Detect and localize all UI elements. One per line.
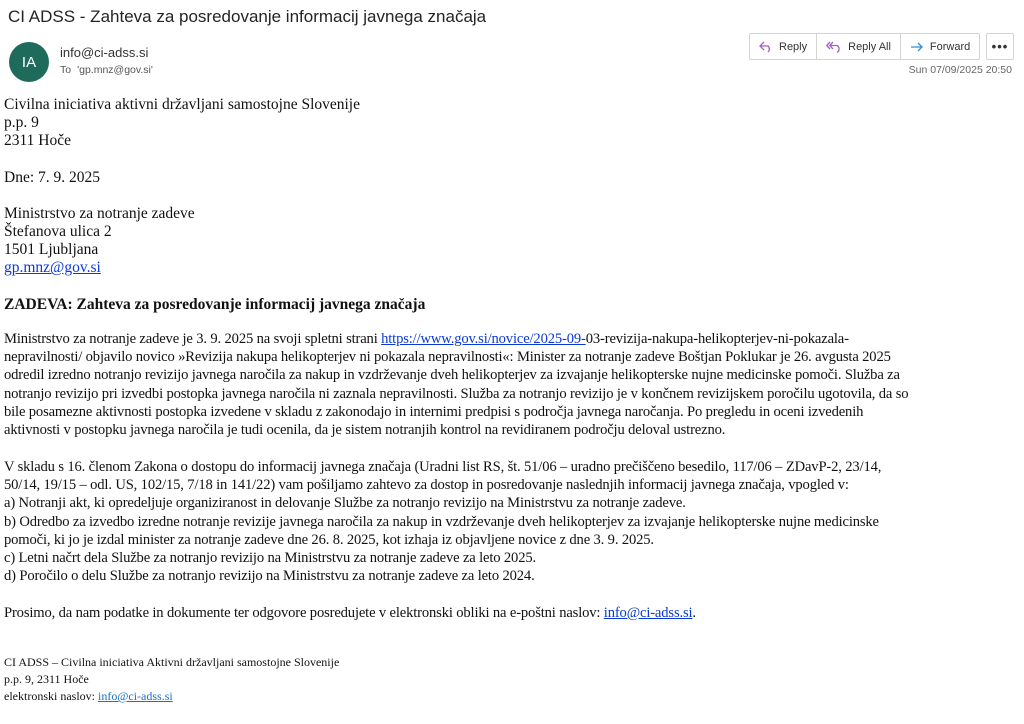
recipient-org: Ministrstvo za notranje zadeve <box>4 204 195 222</box>
forward-label: Forward <box>929 40 971 53</box>
message-date: Sun 07/09/2025 20:50 <box>908 64 1012 76</box>
recipient-email-link[interactable]: gp.mnz@gov.si <box>4 259 101 277</box>
paragraph-1-line: notranjo revizijo pri izvedbi postopka javnega naročila ni zaznala nepravilnosti. Služba za notranjo revizijo je v končnem revizijskem poročilu ugotovila, da so <box>4 385 909 402</box>
forward-icon <box>910 41 924 53</box>
avatar[interactable]: IA <box>9 42 49 82</box>
sender-address[interactable]: info@ci-adss.si <box>60 45 149 60</box>
paragraph-1-line <box>4 330 908 348</box>
sender-org: Civilna iniciativa aktivni državljani samostojne Slovenije <box>4 96 360 113</box>
letter-subject: ZADEVA: Zahteva za posredovanje informacij javnega značaja <box>4 295 426 313</box>
text: Ministrstvo za notranje zadeve je 3. 9. 2025 na svoji spletni strani <box>4 330 382 347</box>
request-item-d: d) Poročilo o delu Službe za notranjo revizijo na Ministrstvu za notranje zadeve za leto 2024. <box>4 568 535 585</box>
recipient-line <box>60 64 153 76</box>
reply-icon <box>759 41 773 53</box>
paragraph-2-line: V skladu s 16. členom Zakona o dostopu do informacij javnega značaja (Uradni list RS, št. 51/06 – uradno prečiščeno besedilo, 117/06 – ZDavP-2, 23/14, <box>4 458 882 475</box>
forward-button[interactable] <box>901 34 979 59</box>
reply-label: Reply <box>779 40 808 53</box>
recipient-address[interactable]: 'gp.mnz@gov.si' <box>77 64 153 76</box>
message-body <box>4 96 908 705</box>
signature-org: CI ADSS – Civilna iniciativa Aktivni državljani samostojne Slovenije <box>4 654 340 669</box>
recipient-street: Štefanova ulica 2 <box>4 223 112 241</box>
recipient-city: 1501 Ljubljana <box>4 241 99 259</box>
message-actions <box>749 33 980 60</box>
reply-all-button[interactable] <box>817 34 901 59</box>
reply-button[interactable] <box>750 34 817 59</box>
to-label: To <box>60 64 72 76</box>
paragraph-1-line: aktivnosti v postopku javnega naročila je tudi ocenila, da je sistem notranjih kontrol na revidiranem področju deloval ustrezno. <box>4 422 726 439</box>
news-link[interactable]: https://www.gov.si/novice/2025-09- <box>381 330 586 347</box>
paragraph-2-line: 50/14, 19/15 – odl. US, 102/15, 7/18 in 141/22) vam pošiljamo zahtevo za dostop in posredovanje naslednjih informacij javnega značaja, vpogled v: <box>4 476 849 493</box>
text: Prosimo, da nam podatke in dokumente ter odgovore posredujete v elektronski obliki na e-poštni naslov: <box>4 604 604 621</box>
reply-email-link[interactable]: info@ci-adss.si <box>603 604 693 621</box>
request-item-b-cont: pomoči, ki jo je izdal minister za notranje zadeve dne 26. 8. 2025, kot izhaja iz objavljene novice z dne 3. 9. 2025. <box>4 531 654 548</box>
more-actions-button[interactable]: ••• <box>986 33 1014 60</box>
sender-po-box: p.p. 9 <box>4 114 39 132</box>
text: 03-revizija-nakupa-helikopterjev-ni-pokazala- <box>585 330 849 347</box>
reply-all-icon <box>826 41 842 53</box>
signature-address: p.p. 9, 2311 Hoče <box>4 671 89 686</box>
text: . <box>692 604 696 621</box>
closing-paragraph <box>4 604 908 622</box>
paragraph-1-line: nepravilnosti/ objavilo novico »Revizija nakupa helikopterjev ni pokazala nepravilnosti«: Minister za notranje zadeve Boštjan Poklukar je 26. avgusta 2025 <box>4 349 891 366</box>
signature-email <box>4 688 908 705</box>
request-item-a: a) Notranji akt, ki opredeljuje organiziranost in delovanje Službe za notranjo revizijo na Ministrstvu za notranje zadeve. <box>4 495 686 512</box>
request-item-b: b) Odredbo za izvedbo izredne notranje revizije javnega naročila za nakup in vzdrževanje dveh helikopterjev za izvajanje helikopterske nujne medicinske <box>4 513 879 530</box>
letter-date: Dne: 7. 9. 2025 <box>4 168 101 186</box>
email-subject: CI ADSS - Zahteva za posredovanje informacij javnega značaja <box>8 7 487 26</box>
paragraph-1-line: bile posamezne aktivnosti postopka izvedene v skladu z zakonodajo in internimi predpisi s področja javnega naročanja. Po pregledu in oceni izvedenih <box>4 404 864 421</box>
reply-all-label: Reply All <box>848 40 891 53</box>
signature-email-link[interactable]: info@ci-adss.si <box>97 688 173 703</box>
sender-city: 2311 Hoče <box>4 132 72 150</box>
text: elektronski naslov: <box>4 688 98 703</box>
paragraph-1-line: odredil izredno notranjo revizijo javnega naročila za nakup in vzdrževanje dveh helikopterjev za izvajanje helikopterske nujne medicinske pomoči. Služba za <box>4 367 900 384</box>
request-item-c: c) Letni načrt dela Službe za notranjo revizijo na Ministrstvu za notranje zadeve za leto 2025. <box>4 550 536 567</box>
